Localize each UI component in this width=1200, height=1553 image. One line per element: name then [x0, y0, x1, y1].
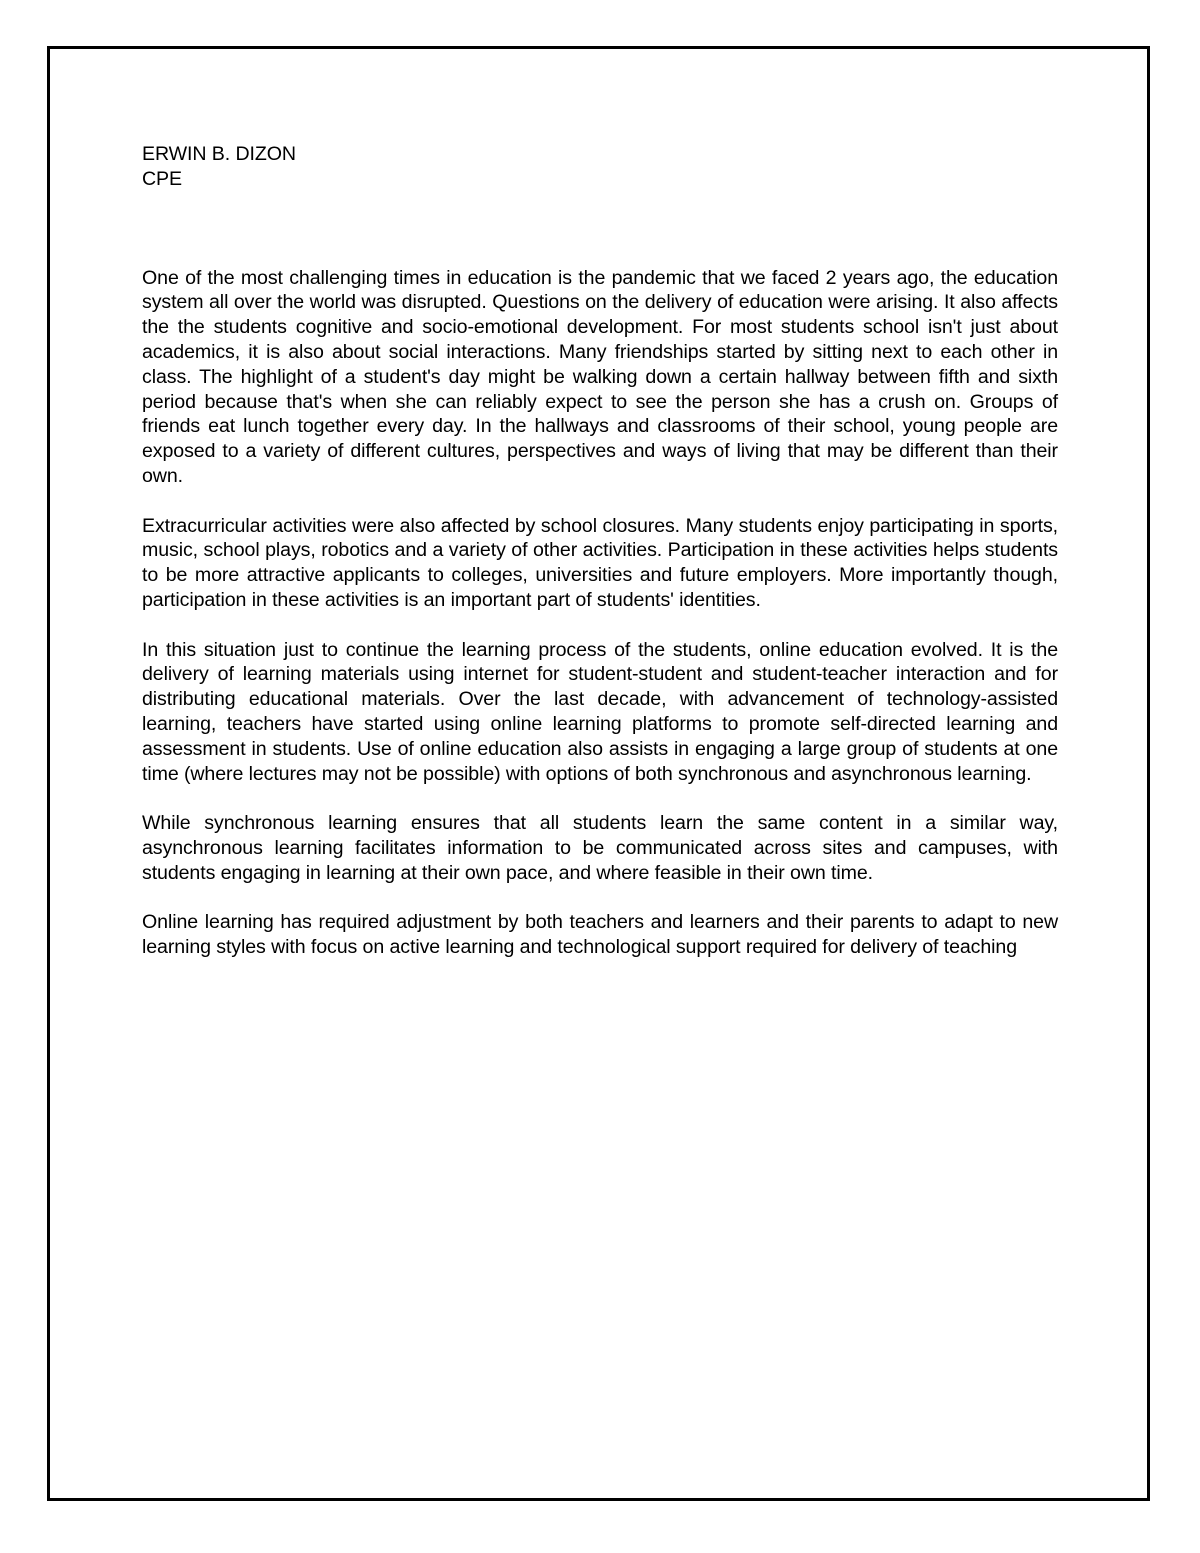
paragraph-1: One of the most challenging times in education is the pandemic that we faced 2 years ago, the education system all over the world was disrupted. Questions on the delivery of education were arising. It also affects the the students cognitive and socio-emotional development. For most students school isn't just about academics, it is also about social interactions. Many friendships started by sitting next to each other in class. The highlight of a student's day might be walking down a certain hallway between fifth and sixth period because that's when she can reliably expect to see the person she has a crush on. Groups of friends eat lunch together every day. In the hallways and classrooms of their school, young people are exposed to a variety of different cultures, perspectives and ways of living that may be different than their own.	[142, 266, 1058, 487]
course-label: CPE	[142, 167, 182, 190]
essay-body	[142, 266, 1058, 960]
paragraph-3: In this situation just to continue the learning process of the students, online education evolved. It is the delivery of learning materials using internet for student-student and student-teacher interaction and for distributing educational materials. Over the last decade, with advancement of technology-assisted learning, teachers have started using online learning platforms to promote self-directed learning and assessment in students. Use of online education also assists in engaging a large group of students at one time (where lectures may not be possible) with options of both synchronous and asynchronous learning.	[142, 638, 1058, 785]
author-name: ERWIN B. DIZON	[142, 143, 296, 165]
paragraph-4: While synchronous learning ensures that all students learn the same content in a similar way, asynchronous learning facilitates information to be communicated across sites and campuses, with students engaging in learning at their own pace, and where feasible in their own time.	[142, 812, 1058, 884]
paragraph-5: Online learning has required adjustment by both teachers and learners and their parents to adapt to new learning styles with focus on active learning and technological support required for delivery of teaching	[142, 911, 1058, 959]
document-content	[142, 142, 1058, 960]
paragraph-2: Extracurricular activities were also affected by school closures. Many students enjoy participating in sports, music, school plays, robotics and a variety of other activities. Participation in these activities helps students to be more attractive applicants to colleges, universities and future employers. More importantly though, participation in these activities is an important part of students' identities.	[142, 514, 1058, 611]
document-header	[142, 142, 1058, 192]
